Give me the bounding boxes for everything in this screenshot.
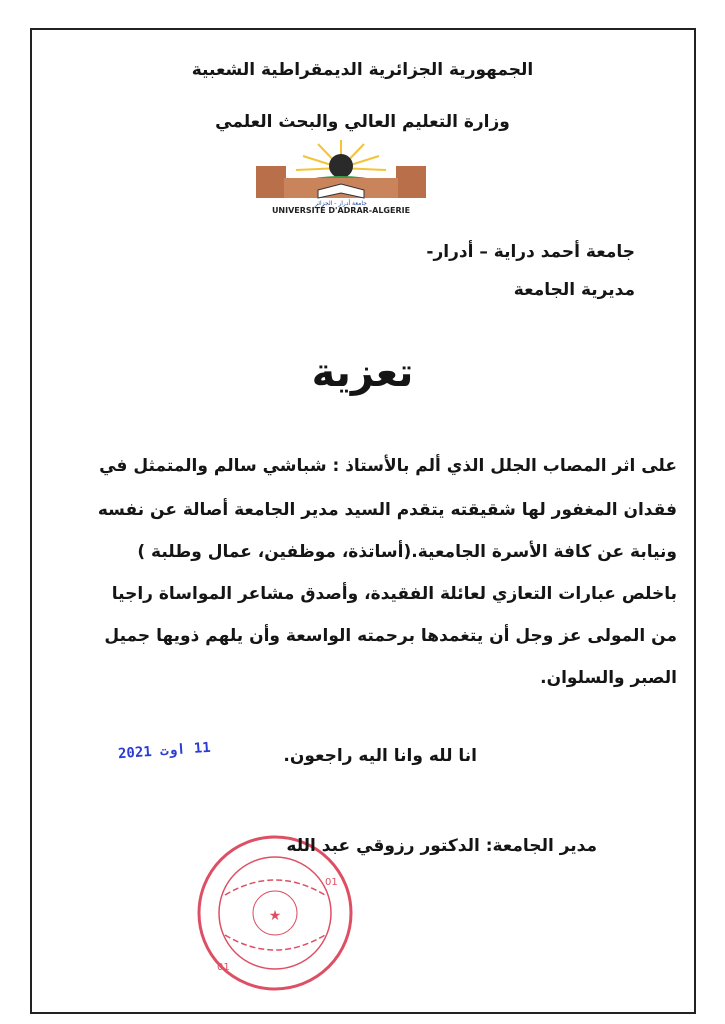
body-line: باخلص عبارات التعازي لعائلة الفقيدة، وأصدق مشاعر المواساة راجيا bbox=[111, 584, 677, 604]
closing-phrase: انا لله وانا اليه راجعون. bbox=[283, 746, 477, 766]
university-logo bbox=[248, 138, 434, 214]
svg-text:01: 01 bbox=[325, 877, 338, 888]
logo-arabic-text: جامعة أدرار - الجزائر bbox=[315, 200, 367, 207]
sender-department: مديرية الجامعة bbox=[513, 280, 635, 300]
ministry-header: وزارة التعليم العالي والبحث العلمي bbox=[215, 112, 510, 132]
document-title: تعزية bbox=[311, 350, 414, 396]
svg-text:★: ★ bbox=[268, 908, 282, 924]
body-line: من المولى عز وجل أن يتغمدها برحمته الواسعة وأن يلهم ذويها جميل bbox=[104, 626, 677, 646]
director-signature-line: مدير الجامعة: الدكتور رزوقي عبد الله bbox=[286, 836, 597, 856]
republic-header: الجمهورية الجزائرية الديمقراطية الشعبية bbox=[191, 60, 534, 80]
sender-university: جامعة أحمد دراية – أدرار- bbox=[426, 242, 635, 262]
logo-caption: UNIVERSITÉ D'ADRAR-ALGERIE bbox=[271, 206, 411, 214]
svg-text:01: 01 bbox=[217, 962, 230, 973]
body-line: ونيابة عن كافة الأسرة الجامعية.(أساتذة، موظفين، عمال وطلبة ) bbox=[137, 542, 677, 562]
body-line: على اثر المصاب الجلل الذي ألم بالأستاذ : شباشي سالم والمتمثل في bbox=[99, 456, 677, 476]
body-line: الصبر والسلوان. bbox=[540, 668, 677, 688]
body-line: فقدان المغفور لها شقيقته يتقدم السيد مدير الجامعة أصالة عن نفسه bbox=[97, 500, 677, 520]
date-stamp: 11 اوت 2021 bbox=[117, 739, 212, 763]
